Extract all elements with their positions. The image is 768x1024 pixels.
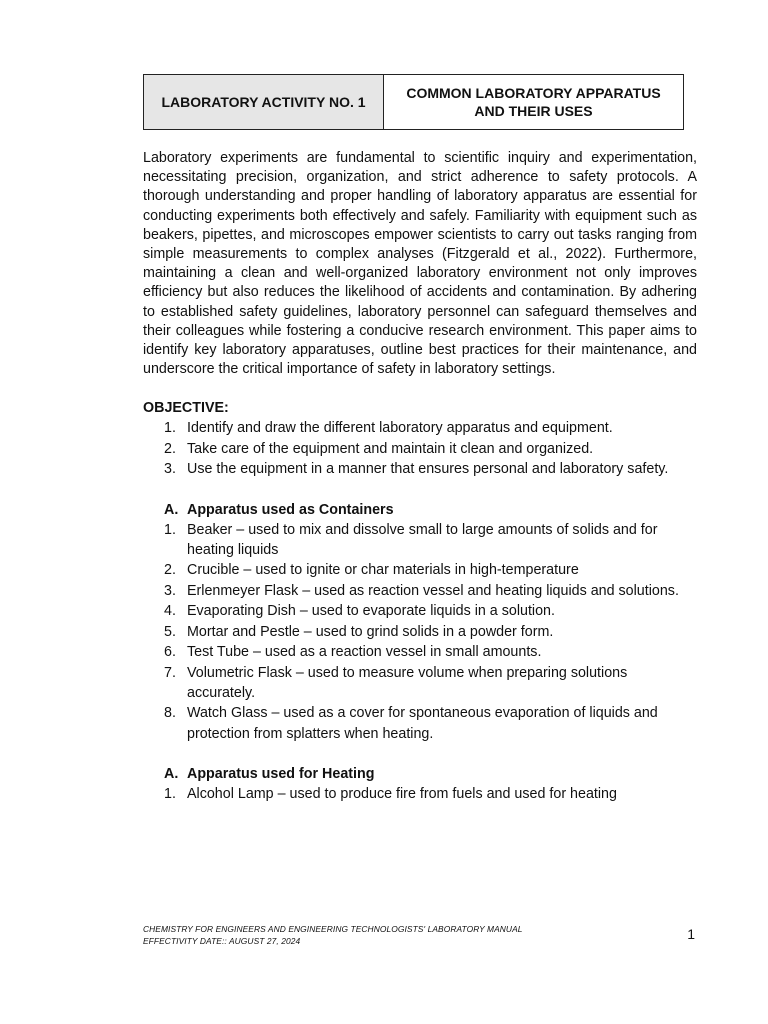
item-number: 1. <box>164 420 176 437</box>
section-title: Apparatus used as Containers <box>187 501 394 518</box>
item-text: Identify and draw the different laboratory apparatus and equipment. <box>187 420 613 437</box>
item-number: 8. <box>164 705 176 722</box>
item-number: 5. <box>164 623 176 640</box>
item-text: Test Tube – used as a reaction vessel in small amounts. <box>187 644 542 661</box>
item-text: Use the equipment in a manner that ensures personal and laboratory safety. <box>187 461 669 478</box>
item-number: 1. <box>164 521 176 538</box>
document-page <box>143 74 697 805</box>
item-text: Evaporating Dish – used to evaporate liquids in a solution. <box>187 603 555 620</box>
item-number: 4. <box>164 603 176 620</box>
list-item <box>143 520 697 561</box>
item-text: Erlenmeyer Flask – used as reaction vessel and heating liquids and solutions. <box>187 582 679 599</box>
list-item <box>143 459 697 479</box>
section-letter: A. <box>164 501 179 518</box>
item-number: 2. <box>164 440 176 457</box>
list-item <box>143 560 697 580</box>
section-heading-heating <box>143 765 697 784</box>
activity-title-cell: COMMON LABORATORY APPARATUS AND THEIR USES <box>384 75 684 130</box>
footer-manual-title: CHEMISTRY FOR ENGINEERS AND ENGINEERING TECHNOLOGISTS' LABORATORY MANUAL <box>143 924 523 934</box>
list-item <box>143 642 697 662</box>
intro-paragraph: Laboratory experiments are fundamental to scientific inquiry and experimentation, necessitating precision, organization, and strict adherence to safety protocols. A thorough understanding and proper handling of laboratory apparatus are essential for conducting experiments both effectively and safely. Familiarity with equipment such as beakers, pipettes, and microscopes empower scientists to carry out tasks ranging from simple measurements to complex analyses (Fitzgerald et al., 2022). Furthermore, maintaining a clean and well-organized laboratory environment not only improves efficiency but also reduces the likelihood of accidents and contamination. By adhering to established safety guidelines, laboratory personnel can safeguard themselves and their colleagues while fostering a conducive research environment. This paper aims to identify key laboratory apparatuses, outline best practices for their maintenance, and underscore the critical importance of safety in laboratory settings. <box>143 150 697 378</box>
list-item <box>143 784 697 804</box>
item-number: 7. <box>164 664 176 681</box>
containers-list <box>143 520 697 744</box>
footer-effectivity-date: EFFECTIVITY DATE:: AUGUST 27, 2024 <box>143 936 301 946</box>
list-item <box>143 663 697 704</box>
item-text: Take care of the equipment and maintain it clean and organized. <box>187 440 594 457</box>
section-letter: A. <box>164 766 179 783</box>
item-number: 2. <box>164 562 176 579</box>
activity-number-cell: LABORATORY ACTIVITY NO. 1 <box>144 75 384 130</box>
page-number: 1 <box>687 926 695 942</box>
list-item <box>143 581 697 601</box>
heating-list <box>143 784 697 804</box>
item-number: 3. <box>164 461 176 478</box>
section-title: Apparatus used for Heating <box>187 766 375 783</box>
activity-header-table <box>143 74 684 130</box>
list-item <box>143 622 697 642</box>
page-footer <box>143 923 703 947</box>
list-item <box>143 601 697 621</box>
item-text: Volumetric Flask – used to measure volume when preparing solutions accurately. <box>187 664 628 701</box>
item-text: Beaker – used to mix and dissolve small to large amounts of solids and for heating liquids <box>187 521 658 559</box>
item-number: 3. <box>164 582 176 599</box>
item-text: Watch Glass – used as a cover for spontaneous evaporation of liquids and protection from splatters when heating. <box>187 705 658 742</box>
list-item <box>143 418 697 438</box>
item-text: Alcohol Lamp – used to produce fire from fuels and used for heating <box>187 786 617 803</box>
item-text: Crucible – used to ignite or char materials in high-temperature <box>187 562 579 579</box>
item-number: 1. <box>164 786 176 803</box>
section-heading-containers <box>143 501 697 520</box>
item-number: 6. <box>164 644 176 661</box>
objective-list <box>143 418 697 479</box>
list-item <box>143 439 697 459</box>
objective-heading: OBJECTIVE: <box>143 400 229 417</box>
list-item <box>143 703 697 744</box>
item-text: Mortar and Pestle – used to grind solids in a powder form. <box>187 623 554 640</box>
